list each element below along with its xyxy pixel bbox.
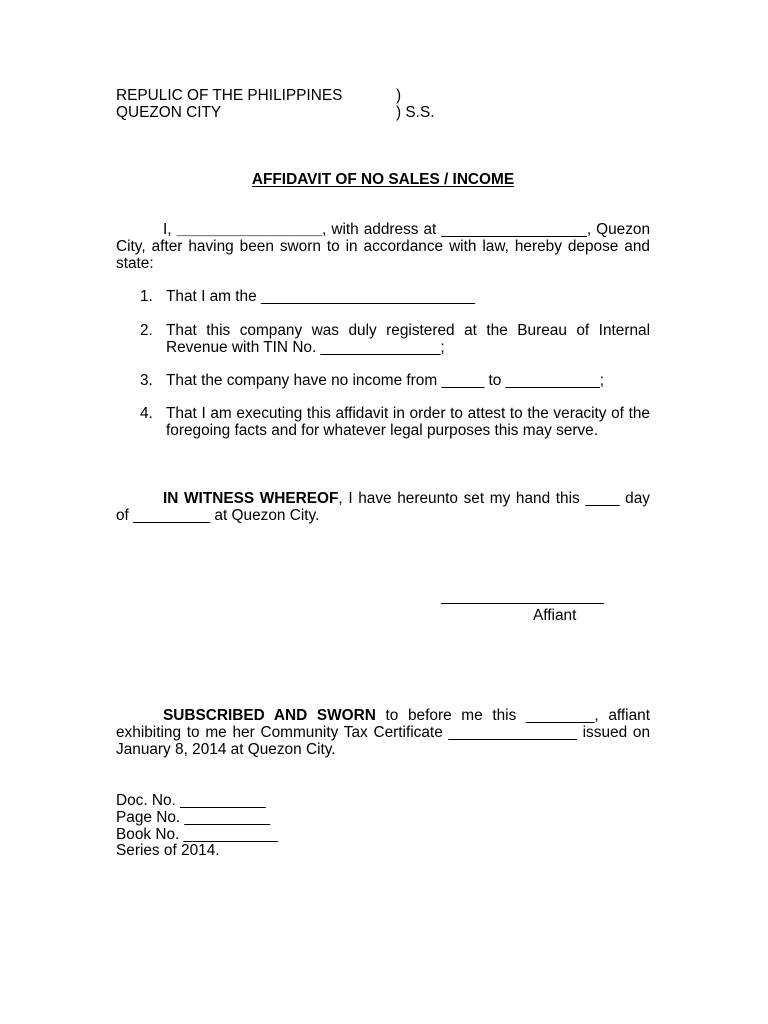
venue-city: QUEZON CITY [116, 104, 222, 121]
intro-line-3: state: [116, 254, 154, 272]
jurat-line-3: January 8, 2014 at Quezon City. [116, 740, 336, 758]
intro-line-2: City, after having been sworn to in accordance with law, hereby depose and [116, 237, 650, 255]
item-2-line-2: Revenue with TIN No. ______________; [166, 338, 445, 356]
signature-label: Affiant [533, 607, 577, 624]
intro-lead: I, [163, 221, 177, 238]
notarial-book-no: Book No. ___________ [116, 825, 278, 843]
venue-country: REPULIC OF THE PHILIPPINES [116, 87, 343, 104]
intro-line-1-text: , with address at _________________, Quezon [322, 221, 651, 238]
jurat-line-2: exhibiting to me her Community Tax Certificate _______________ issued on [116, 723, 650, 741]
venue-line-country [116, 87, 402, 105]
item-2-line-1: That this company was duly registered at the Bureau of Internal [166, 322, 650, 339]
item-4-line-1: That I am executing this affidavit in order to attest to the veracity of the [166, 405, 650, 422]
venue-line-city [116, 104, 435, 122]
notarial-doc-no: Doc. No. __________ [116, 792, 266, 809]
item-4-number: 4. [140, 405, 153, 422]
notarial-series: Series of 2014. [116, 842, 220, 860]
item-3-line-1: That the company have no income from _____ to ___________; [166, 372, 605, 389]
affiant-name-blank: _________________ [176, 221, 323, 238]
signature-line: ___________________ [441, 588, 604, 605]
witness-line-1-text: , I have hereunto set my hand this ____ day [338, 490, 650, 507]
document-title: AFFIDAVIT OF NO SALES / INCOME [251, 171, 515, 188]
witness-line-1 [116, 491, 650, 508]
venue-paren: ) [396, 87, 402, 104]
intro-line-1 [116, 222, 650, 239]
item-2-number: 2. [140, 322, 153, 339]
item-1-number: 1. [140, 288, 153, 305]
notarial-page-no: Page No. __________ [116, 808, 271, 826]
item-1-line-1: That I am the _________________________ [166, 288, 475, 305]
item-3-number: 3. [140, 372, 153, 389]
witness-heading: IN WITNESS WHEREOF [163, 490, 339, 507]
venue-ss: ) S.S. [396, 104, 435, 121]
witness-line-2: of _________ at Quezon City. [116, 506, 320, 524]
jurat-line-1 [116, 708, 650, 725]
jurat-heading: SUBSCRIBED AND SWORN [163, 707, 376, 724]
jurat-line-1-text: to before me this ________, affiant [375, 707, 650, 724]
item-4-line-2: foregoing facts and for whatever legal purposes this may serve. [166, 421, 599, 439]
